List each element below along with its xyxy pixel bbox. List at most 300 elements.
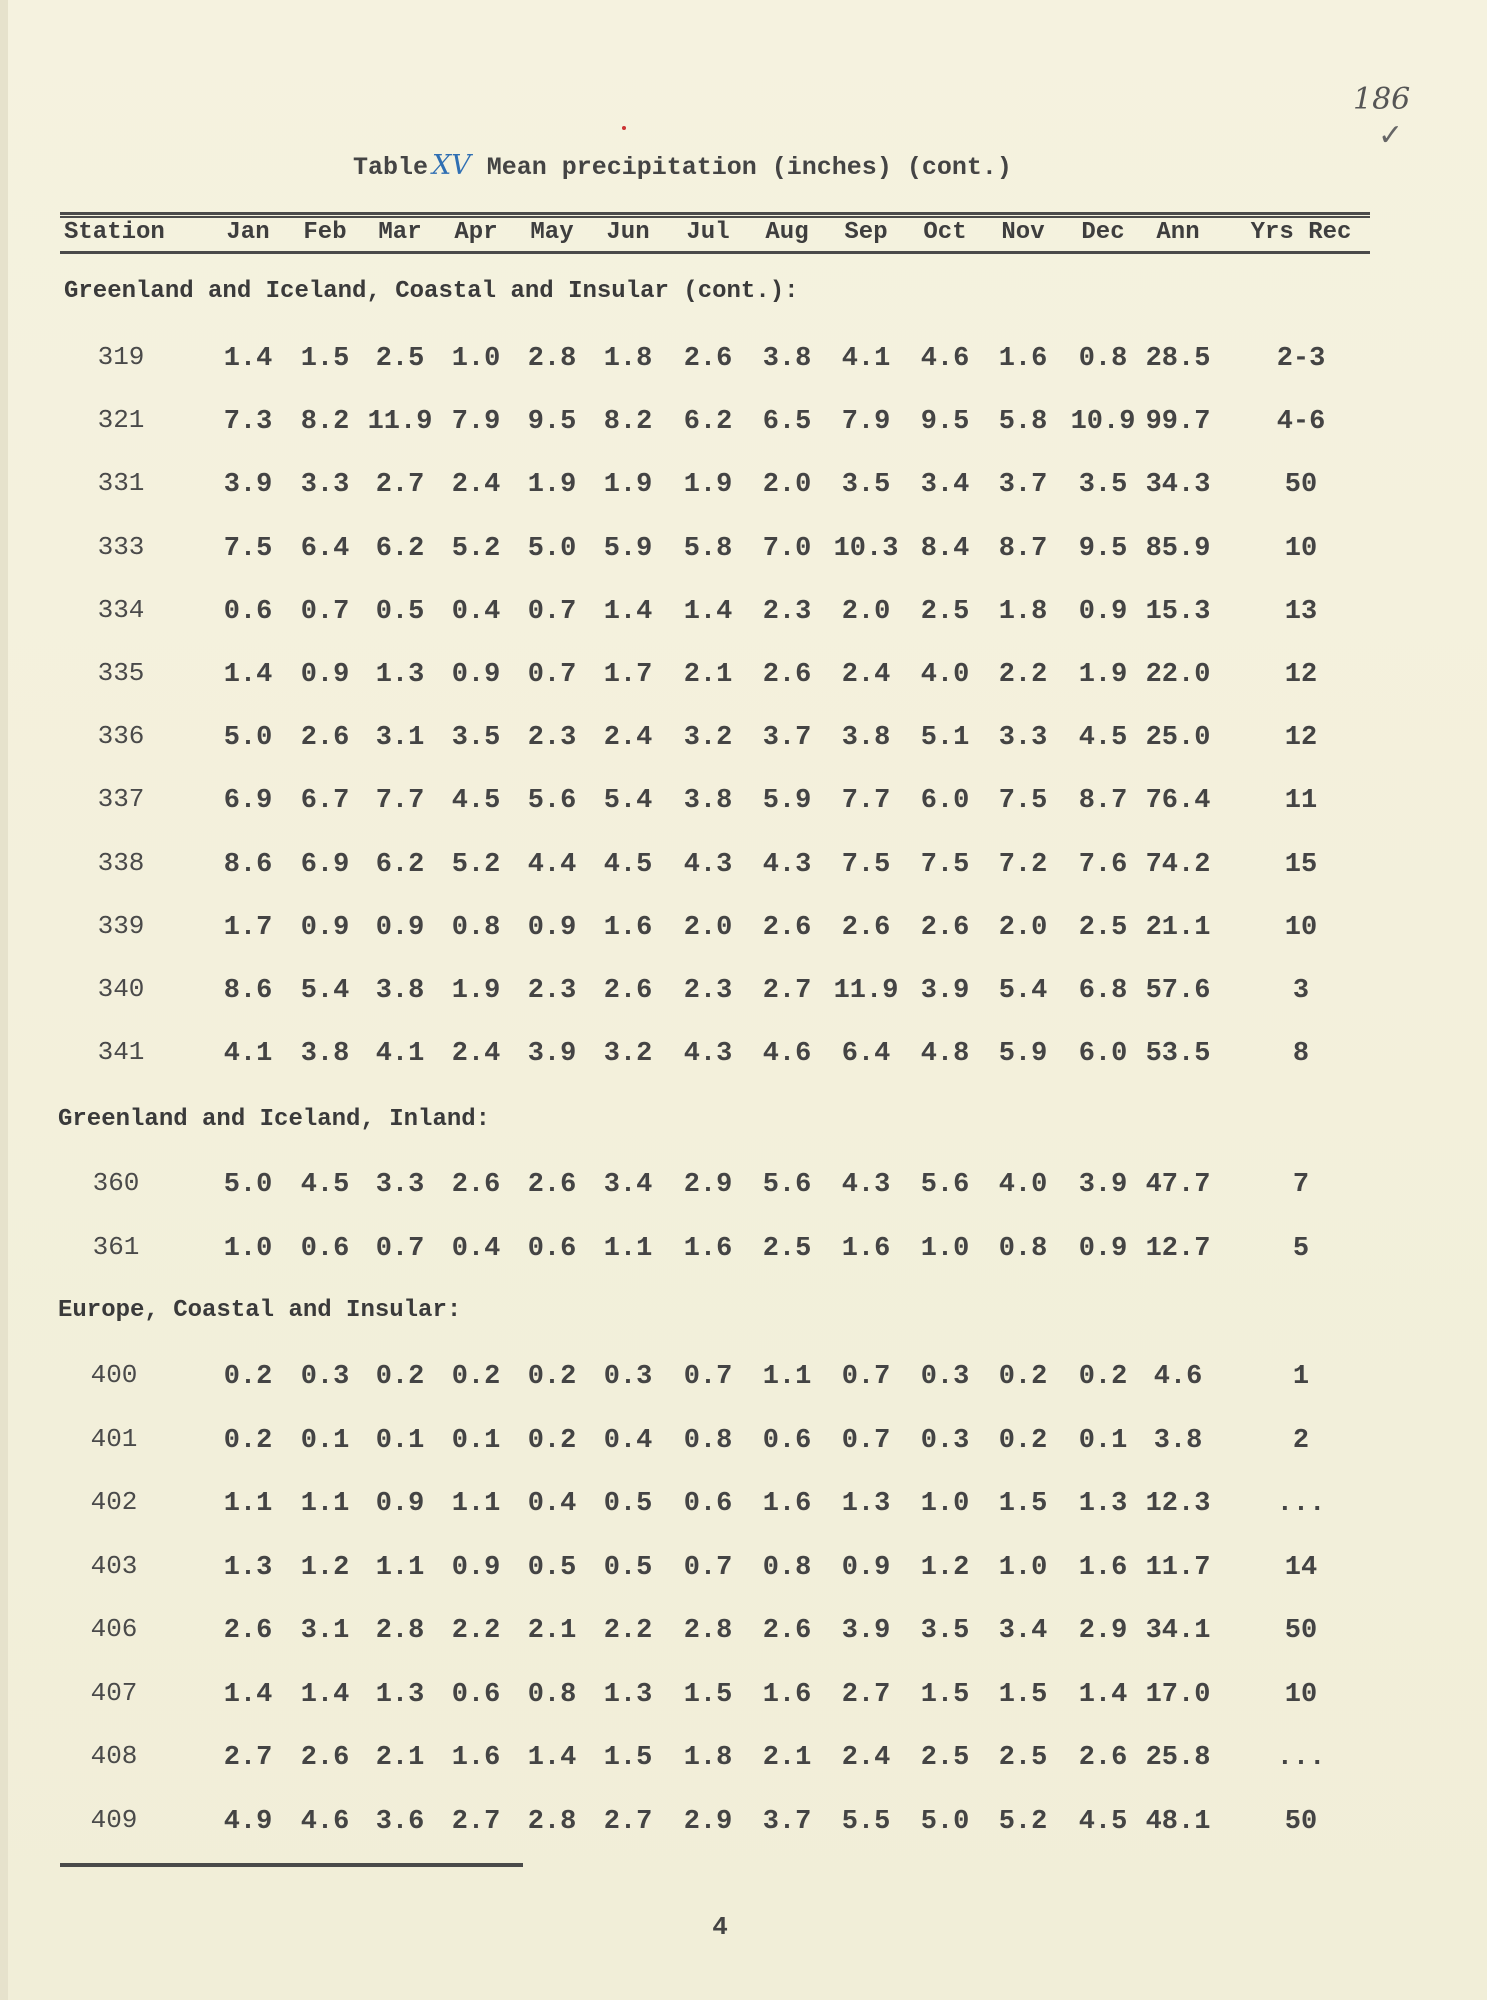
cell-apr: 2.6	[451, 1170, 501, 1200]
station-id: 335	[97, 658, 145, 688]
cell-feb: 2.6	[300, 1743, 350, 1773]
cell-ann: 74.2	[1145, 849, 1211, 880]
cell-nov: 0.2	[998, 1425, 1048, 1456]
cell-nov: 5.2	[998, 1806, 1048, 1837]
cell-ann: 34.1	[1145, 1616, 1211, 1646]
cell-jan: 1.3	[223, 1552, 273, 1583]
cell-nov: 1.8	[998, 596, 1048, 627]
page-number: 4	[712, 1912, 728, 1942]
cell-nov: 5.9	[998, 1039, 1048, 1070]
handwritten-page-mark: 186	[1353, 82, 1411, 117]
cell-oct: 0.3	[920, 1362, 970, 1392]
cell-may: 5.6	[527, 786, 577, 817]
bottom-rule	[60, 1863, 523, 1867]
cell-aug: 5.6	[762, 1170, 812, 1200]
cell-sep: 2.4	[841, 1743, 891, 1773]
cell-jun: 8.2	[603, 407, 653, 438]
cell-nov: 7.2	[998, 849, 1048, 880]
cell-yrs-rec: 4-6	[1276, 407, 1326, 438]
cell-oct: 4.8	[920, 1039, 970, 1070]
cell-dec: 6.0	[1078, 1039, 1128, 1070]
cell-jul: 1.6	[683, 1234, 733, 1264]
cell-dec: 2.6	[1078, 1743, 1128, 1773]
cell-mar: 1.1	[375, 1552, 425, 1583]
cell-jun: 0.5	[603, 1489, 653, 1519]
cell-oct: 7.5	[920, 849, 970, 880]
cell-nov: 2.0	[998, 912, 1048, 943]
cell-feb: 0.6	[300, 1234, 350, 1264]
cell-feb: 3.8	[300, 1039, 350, 1070]
cell-dec: 10.9	[1070, 407, 1136, 438]
cell-feb: 5.4	[300, 976, 350, 1006]
cell-nov: 1.5	[998, 1679, 1048, 1710]
cell-jun: 1.8	[603, 344, 653, 374]
cell-ann: 3.8	[1153, 1425, 1203, 1456]
cell-jan: 0.2	[223, 1425, 273, 1456]
station-id: 333	[97, 531, 145, 562]
cell-yrs-rec: 10	[1284, 912, 1318, 943]
cell-oct: 2.5	[920, 596, 970, 627]
cell-jan: 4.1	[223, 1039, 273, 1070]
cell-mar: 3.3	[375, 1170, 425, 1200]
column-header-jan: Jan	[226, 219, 270, 246]
cell-jun: 4.5	[603, 849, 653, 880]
station-id: 406	[90, 1614, 138, 1644]
cell-jan: 1.4	[223, 1679, 273, 1710]
cell-sep: 3.8	[841, 723, 891, 754]
cell-mar: 4.1	[375, 1039, 425, 1070]
cell-dec: 2.9	[1078, 1616, 1128, 1646]
cell-may: 2.3	[527, 723, 577, 754]
cell-yrs-rec: 15	[1284, 849, 1318, 880]
cell-jan: 2.7	[223, 1743, 273, 1773]
cell-mar: 11.9	[367, 407, 433, 438]
column-header-yrs-rec: Yrs Rec	[1250, 219, 1352, 246]
cell-may: 4.4	[527, 849, 577, 880]
cell-yrs-rec: 1	[1292, 1362, 1310, 1392]
cell-dec: 7.6	[1078, 849, 1128, 880]
cell-sep: 11.9	[833, 976, 899, 1006]
cell-yrs-rec: 5	[1292, 1234, 1310, 1264]
cell-oct: 0.3	[920, 1425, 970, 1456]
cell-dec: 0.9	[1078, 1234, 1128, 1264]
cell-yrs-rec: 12	[1284, 660, 1318, 690]
cell-dec: 1.4	[1078, 1679, 1128, 1710]
section-heading: Greenland and Iceland, Coastal and Insular (cont.):	[64, 278, 799, 305]
cell-aug: 3.8	[762, 344, 812, 374]
cell-apr: 5.2	[451, 533, 501, 564]
cell-may: 0.5	[527, 1552, 577, 1583]
cell-sep: 0.7	[841, 1425, 891, 1456]
cell-oct: 2.5	[920, 1743, 970, 1773]
cell-may: 0.2	[527, 1362, 577, 1392]
cell-oct: 3.5	[920, 1616, 970, 1646]
cell-may: 0.7	[527, 660, 577, 690]
cell-jul: 0.6	[683, 1489, 733, 1519]
cell-jan: 5.0	[223, 1170, 273, 1200]
cell-nov: 8.7	[998, 533, 1048, 564]
cell-yrs-rec: 11	[1284, 786, 1318, 817]
cell-feb: 1.5	[300, 344, 350, 374]
cell-jan: 5.0	[223, 723, 273, 754]
cell-oct: 9.5	[920, 407, 970, 438]
cell-aug: 3.7	[762, 723, 812, 754]
station-id: 402	[90, 1487, 138, 1517]
cell-jan: 8.6	[223, 849, 273, 880]
cell-nov: 1.6	[998, 344, 1048, 374]
cell-jun: 1.7	[603, 660, 653, 690]
column-header-mar: Mar	[378, 219, 422, 246]
cell-mar: 2.5	[375, 344, 425, 374]
cell-dec: 4.5	[1078, 723, 1128, 754]
cell-jun: 1.3	[603, 1679, 653, 1710]
cell-yrs-rec: 3	[1292, 976, 1310, 1006]
table-title-prefix: Table	[353, 153, 429, 182]
cell-apr: 4.5	[451, 786, 501, 817]
cell-ann: 53.5	[1145, 1039, 1211, 1070]
cell-ann: 22.0	[1145, 660, 1211, 690]
cell-may: 9.5	[527, 407, 577, 438]
cell-jul: 2.3	[683, 976, 733, 1006]
cell-yrs-rec: 14	[1284, 1552, 1318, 1583]
cell-jan: 1.0	[223, 1234, 273, 1264]
cell-mar: 0.1	[375, 1425, 425, 1456]
cell-aug: 1.6	[762, 1489, 812, 1519]
cell-feb: 0.1	[300, 1425, 350, 1456]
cell-jan: 2.6	[223, 1616, 273, 1646]
column-header-aug: Aug	[765, 219, 809, 246]
cell-aug: 3.7	[762, 1806, 812, 1837]
column-header-jun: Jun	[606, 219, 650, 246]
station-id: 334	[97, 594, 145, 625]
cell-feb: 4.6	[300, 1806, 350, 1837]
cell-jan: 7.3	[223, 407, 273, 438]
section-heading: Greenland and Iceland, Inland:	[58, 1106, 491, 1133]
cell-jun: 5.4	[603, 786, 653, 817]
cell-feb: 0.7	[300, 596, 350, 627]
cell-sep: 2.0	[841, 596, 891, 627]
cell-jan: 4.9	[223, 1806, 273, 1837]
cell-nov: 4.0	[998, 1170, 1048, 1200]
cell-apr: 0.4	[451, 1234, 501, 1264]
cell-dec: 3.5	[1078, 470, 1128, 501]
column-header-jul: Jul	[686, 219, 730, 246]
cell-apr: 2.7	[451, 1806, 501, 1837]
cell-apr: 0.9	[451, 660, 501, 690]
cell-nov: 0.2	[998, 1362, 1048, 1392]
cell-mar: 3.8	[375, 976, 425, 1006]
cell-may: 1.9	[527, 470, 577, 501]
cell-sep: 2.6	[841, 912, 891, 943]
cell-feb: 6.9	[300, 849, 350, 880]
cell-jul: 4.3	[683, 849, 733, 880]
cell-jun: 2.2	[603, 1616, 653, 1646]
cell-nov: 0.8	[998, 1234, 1048, 1264]
station-id: 340	[97, 974, 145, 1004]
cell-ann: 99.7	[1145, 407, 1211, 438]
cell-jul: 2.9	[683, 1806, 733, 1837]
cell-aug: 1.6	[762, 1679, 812, 1710]
cell-oct: 1.0	[920, 1234, 970, 1264]
cell-may: 0.7	[527, 596, 577, 627]
cell-may: 2.6	[527, 1170, 577, 1200]
cell-may: 2.3	[527, 976, 577, 1006]
cell-jun: 3.4	[603, 1170, 653, 1200]
station-id: 336	[97, 721, 145, 752]
station-id: 339	[97, 910, 145, 941]
cell-may: 2.8	[527, 344, 577, 374]
cell-jul: 0.7	[683, 1552, 733, 1583]
cell-jul: 0.7	[683, 1362, 733, 1392]
cell-mar: 6.2	[375, 849, 425, 880]
column-header-may: May	[530, 219, 574, 246]
cell-nov: 3.3	[998, 723, 1048, 754]
cell-sep: 2.4	[841, 660, 891, 690]
cell-jan: 0.2	[223, 1362, 273, 1392]
cell-aug: 1.1	[762, 1362, 812, 1392]
cell-jul: 2.6	[683, 344, 733, 374]
cell-aug: 0.8	[762, 1552, 812, 1583]
cell-may: 0.9	[527, 912, 577, 943]
check-mark-icon: ✓	[1378, 118, 1404, 153]
station-id: 401	[90, 1423, 138, 1454]
cell-feb: 6.4	[300, 533, 350, 564]
table-title-text: Mean precipitation (inches) (cont.)	[486, 153, 1012, 182]
cell-oct: 4.0	[920, 660, 970, 690]
top-rule	[60, 212, 1370, 215]
column-header-sep: Sep	[844, 219, 888, 246]
cell-nov: 5.4	[998, 976, 1048, 1006]
cell-yrs-rec: 10	[1284, 1679, 1318, 1710]
cell-aug: 4.6	[762, 1039, 812, 1070]
station-id: 360	[92, 1168, 140, 1198]
cell-mar: 0.2	[375, 1362, 425, 1392]
cell-dec: 1.3	[1078, 1489, 1128, 1519]
cell-ann: 25.0	[1145, 723, 1211, 754]
cell-jul: 4.3	[683, 1039, 733, 1070]
cell-dec: 8.7	[1078, 786, 1128, 817]
station-id: 407	[90, 1677, 138, 1708]
cell-oct: 5.0	[920, 1806, 970, 1837]
cell-oct: 1.0	[920, 1489, 970, 1519]
top-rule-double	[60, 216, 1370, 218]
cell-sep: 5.5	[841, 1806, 891, 1837]
table-title	[353, 150, 1153, 182]
cell-nov: 1.0	[998, 1552, 1048, 1583]
cell-dec: 2.5	[1078, 912, 1128, 943]
cell-mar: 0.7	[375, 1234, 425, 1264]
cell-jun: 1.9	[603, 470, 653, 501]
cell-aug: 6.5	[762, 407, 812, 438]
cell-dec: 3.9	[1078, 1170, 1128, 1200]
cell-oct: 3.9	[920, 976, 970, 1006]
cell-jan: 7.5	[223, 533, 273, 564]
cell-aug: 2.5	[762, 1234, 812, 1264]
station-id: 408	[90, 1741, 138, 1771]
cell-aug: 0.6	[762, 1425, 812, 1456]
cell-may: 0.8	[527, 1679, 577, 1710]
cell-feb: 2.6	[300, 723, 350, 754]
cell-may: 1.4	[527, 1743, 577, 1773]
cell-jul: 5.8	[683, 533, 733, 564]
cell-oct: 8.4	[920, 533, 970, 564]
cell-sep: 7.5	[841, 849, 891, 880]
cell-oct: 1.2	[920, 1552, 970, 1583]
cell-sep: 0.7	[841, 1362, 891, 1392]
cell-oct: 5.6	[920, 1170, 970, 1200]
cell-ann: 85.9	[1145, 533, 1211, 564]
column-header-nov: Nov	[1001, 219, 1045, 246]
cell-ann: 57.6	[1145, 976, 1211, 1006]
cell-jun: 0.5	[603, 1552, 653, 1583]
cell-sep: 2.7	[841, 1679, 891, 1710]
cell-jul: 0.8	[683, 1425, 733, 1456]
cell-yrs-rec: 7	[1292, 1170, 1310, 1200]
cell-feb: 1.4	[300, 1679, 350, 1710]
cell-aug: 2.6	[762, 912, 812, 943]
station-id: 321	[97, 405, 145, 436]
cell-apr: 2.2	[451, 1616, 501, 1646]
cell-dec: 0.1	[1078, 1425, 1128, 1456]
cell-apr: 1.1	[451, 1489, 501, 1519]
cell-nov: 3.4	[998, 1616, 1048, 1646]
cell-jun: 1.1	[603, 1234, 653, 1264]
cell-jul: 2.9	[683, 1170, 733, 1200]
cell-apr: 0.6	[451, 1679, 501, 1710]
cell-dec: 1.6	[1078, 1552, 1128, 1583]
cell-yrs-rec: 50	[1284, 1616, 1318, 1646]
station-id: 319	[97, 342, 145, 372]
column-header-dec: Dec	[1081, 219, 1125, 246]
cell-oct: 3.4	[920, 470, 970, 501]
cell-sep: 1.6	[841, 1234, 891, 1264]
cell-feb: 3.3	[300, 470, 350, 501]
cell-feb: 4.5	[300, 1170, 350, 1200]
cell-sep: 4.3	[841, 1170, 891, 1200]
cell-jun: 3.2	[603, 1039, 653, 1070]
column-header-feb: Feb	[303, 219, 347, 246]
cell-ann: 21.1	[1145, 912, 1211, 943]
cell-yrs-rec: 13	[1284, 596, 1318, 627]
cell-jul: 1.4	[683, 596, 733, 627]
station-id: 361	[92, 1232, 140, 1262]
cell-dec: 6.8	[1078, 976, 1128, 1006]
cell-aug: 2.6	[762, 660, 812, 690]
cell-mar: 0.9	[375, 912, 425, 943]
cell-ann: 11.7	[1145, 1552, 1211, 1583]
cell-jan: 0.6	[223, 596, 273, 627]
cell-mar: 2.8	[375, 1616, 425, 1646]
cell-sep: 7.9	[841, 407, 891, 438]
cell-jun: 1.6	[603, 912, 653, 943]
cell-apr: 1.6	[451, 1743, 501, 1773]
cell-sep: 6.4	[841, 1039, 891, 1070]
cell-sep: 3.5	[841, 470, 891, 501]
cell-ann: 25.8	[1145, 1743, 1211, 1773]
cell-nov: 1.5	[998, 1489, 1048, 1519]
cell-ann: 15.3	[1145, 596, 1211, 627]
cell-jun: 0.3	[603, 1362, 653, 1392]
cell-jun: 1.5	[603, 1743, 653, 1773]
cell-oct: 1.5	[920, 1679, 970, 1710]
cell-dec: 1.9	[1078, 660, 1128, 690]
station-id: 331	[97, 468, 145, 499]
cell-sep: 4.1	[841, 344, 891, 374]
cell-oct: 4.6	[920, 344, 970, 374]
cell-apr: 1.0	[451, 344, 501, 374]
cell-jun: 2.7	[603, 1806, 653, 1837]
cell-apr: 5.2	[451, 849, 501, 880]
cell-yrs-rec: 2	[1292, 1425, 1310, 1456]
cell-mar: 7.7	[375, 786, 425, 817]
cell-aug: 2.1	[762, 1743, 812, 1773]
cell-dec: 0.8	[1078, 344, 1128, 374]
cell-mar: 3.6	[375, 1806, 425, 1837]
table-number-roman: XV	[432, 150, 471, 181]
column-header-apr: Apr	[454, 219, 498, 246]
cell-apr: 1.9	[451, 976, 501, 1006]
cell-nov: 7.5	[998, 786, 1048, 817]
cell-jun: 0.4	[603, 1425, 653, 1456]
cell-jun: 2.4	[603, 723, 653, 754]
cell-aug: 2.0	[762, 470, 812, 501]
cell-ann: 12.7	[1145, 1234, 1211, 1264]
cell-feb: 0.9	[300, 660, 350, 690]
cell-may: 0.4	[527, 1489, 577, 1519]
cell-yrs-rec: 2-3	[1276, 344, 1326, 374]
cell-jan: 6.9	[223, 786, 273, 817]
cell-may: 2.1	[527, 1616, 577, 1646]
cell-dec: 9.5	[1078, 533, 1128, 564]
station-id: 337	[97, 784, 145, 815]
cell-ann: 12.3	[1145, 1489, 1211, 1519]
cell-mar: 1.3	[375, 1679, 425, 1710]
cell-feb: 1.1	[300, 1489, 350, 1519]
cell-oct: 2.6	[920, 912, 970, 943]
cell-ann: 76.4	[1145, 786, 1211, 817]
cell-aug: 4.3	[762, 849, 812, 880]
cell-jan: 8.6	[223, 976, 273, 1006]
cell-ann: 34.3	[1145, 470, 1211, 501]
cell-ann: 47.7	[1145, 1170, 1211, 1200]
cell-ann: 28.5	[1145, 344, 1211, 374]
cell-dec: 0.9	[1078, 596, 1128, 627]
cell-jan: 1.1	[223, 1489, 273, 1519]
ink-dot	[622, 126, 626, 130]
cell-ann: 48.1	[1145, 1806, 1211, 1837]
cell-yrs-rec: ...	[1276, 1489, 1326, 1519]
column-header-station: Station	[64, 219, 165, 246]
cell-yrs-rec: 10	[1284, 533, 1318, 564]
cell-feb: 8.2	[300, 407, 350, 438]
cell-jul: 3.8	[683, 786, 733, 817]
cell-feb: 0.3	[300, 1362, 350, 1392]
cell-nov: 3.7	[998, 470, 1048, 501]
cell-jul: 2.1	[683, 660, 733, 690]
cell-yrs-rec: 12	[1284, 723, 1318, 754]
cell-apr: 3.5	[451, 723, 501, 754]
column-header-oct: Oct	[923, 219, 967, 246]
cell-jul: 1.5	[683, 1679, 733, 1710]
cell-aug: 2.3	[762, 596, 812, 627]
cell-jul: 3.2	[683, 723, 733, 754]
section-heading: Europe, Coastal and Insular:	[58, 1297, 462, 1324]
cell-ann: 4.6	[1153, 1362, 1203, 1392]
cell-feb: 0.9	[300, 912, 350, 943]
cell-apr: 2.4	[451, 1039, 501, 1070]
cell-aug: 7.0	[762, 533, 812, 564]
cell-jul: 2.0	[683, 912, 733, 943]
